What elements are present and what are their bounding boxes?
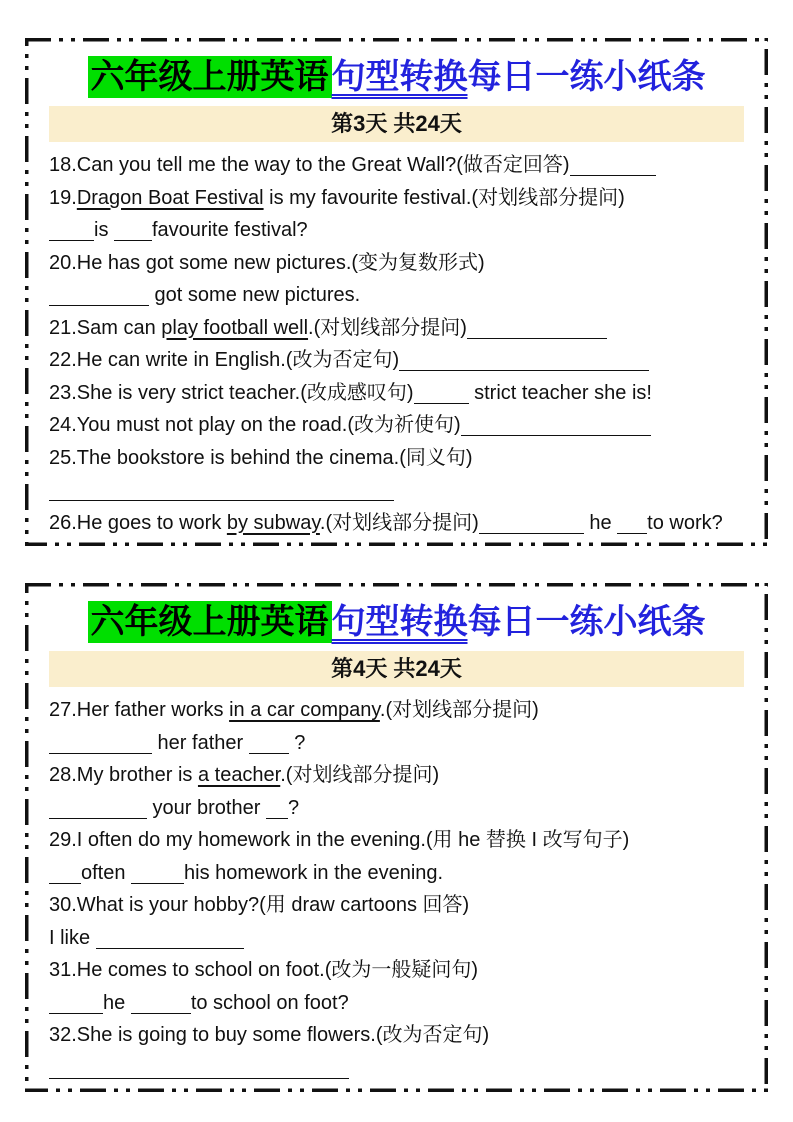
question-text: 18.Can you tell me the way to the Great Wall?(做否定回答) bbox=[49, 154, 570, 176]
question-line bbox=[49, 474, 744, 507]
answer-blank bbox=[479, 517, 584, 534]
question-text: is my favourite festival.(对划线部分提问) bbox=[263, 186, 625, 209]
question-list bbox=[49, 694, 744, 1084]
title-highlight: 六年级上册英语 bbox=[88, 56, 332, 98]
answer-blank bbox=[461, 419, 651, 436]
question-line bbox=[49, 694, 744, 727]
title-underlined: 句型转换 bbox=[331, 58, 468, 96]
answer-blank bbox=[249, 737, 289, 754]
underlined-phrase: Dragon Boat Festival bbox=[76, 186, 264, 209]
title-highlight: 六年级上册英语 bbox=[88, 601, 332, 643]
question-line bbox=[49, 279, 744, 312]
question-text: 29.I often do my homework in the evening.(用 he 替换 I 改写句子) bbox=[49, 829, 630, 851]
question-text: 32.She is going to buy some flowers.(改为否定句) bbox=[49, 1024, 490, 1046]
question-text: her father bbox=[152, 731, 249, 754]
question-line bbox=[49, 954, 744, 987]
question-text: your brother bbox=[147, 796, 266, 819]
question-text: .(对划线部分提问) bbox=[319, 511, 479, 534]
day-banner bbox=[49, 651, 744, 687]
question-text: 25.The bookstore is behind the cinema.(同义句) bbox=[49, 446, 473, 469]
underlined-phrase: a teacher bbox=[197, 764, 281, 786]
question-text: got some new pictures. bbox=[149, 284, 361, 306]
question-text: .(对划线部分提问) bbox=[379, 699, 539, 721]
question-line bbox=[49, 247, 744, 280]
answer-blank bbox=[49, 737, 152, 754]
question-text: 27.Her father works bbox=[49, 699, 230, 721]
question-text: ? bbox=[288, 731, 306, 754]
day-banner-text: 第4天 共24天 bbox=[331, 656, 462, 681]
question-line bbox=[49, 987, 744, 1020]
question-text: he bbox=[103, 991, 131, 1014]
underlined-phrase: by subway bbox=[226, 511, 320, 534]
card-title bbox=[49, 599, 744, 645]
answer-blank bbox=[266, 802, 288, 819]
answer-blank bbox=[96, 932, 244, 949]
answer-blank bbox=[49, 289, 149, 306]
question-text: .(对划线部分提问) bbox=[308, 316, 467, 339]
question-line bbox=[49, 1052, 744, 1085]
question-text: 28.My brother is bbox=[49, 764, 198, 786]
answer-blank bbox=[49, 867, 81, 884]
question-line bbox=[49, 182, 744, 215]
question-line bbox=[49, 727, 744, 760]
title-underlined: 句型转换 bbox=[331, 603, 468, 641]
question-text: ? bbox=[287, 796, 300, 819]
question-text: his homework in the evening. bbox=[184, 861, 444, 884]
question-text: 21.Sam can bbox=[49, 316, 162, 339]
answer-blank bbox=[49, 1062, 349, 1079]
card-title bbox=[49, 54, 744, 100]
answer-blank bbox=[49, 224, 94, 241]
answer-blank bbox=[131, 867, 184, 884]
underlined-phrase: play football well bbox=[161, 316, 309, 339]
question-line bbox=[49, 442, 744, 475]
question-text: 22.He can write in English.(改为否定句) bbox=[49, 349, 400, 371]
question-line bbox=[49, 1019, 744, 1052]
question-line bbox=[49, 312, 744, 345]
underlined-phrase: in a car company bbox=[229, 699, 380, 721]
question-text: 19. bbox=[49, 186, 77, 209]
question-text: often bbox=[81, 861, 132, 884]
question-line bbox=[49, 824, 744, 857]
question-text: 31.He comes to school on foot.(改为一般疑问句) bbox=[49, 959, 479, 981]
question-line bbox=[49, 214, 744, 247]
answer-blank bbox=[131, 997, 191, 1014]
question-text: 26.He goes to work bbox=[49, 511, 227, 534]
question-line bbox=[49, 792, 744, 825]
card-content bbox=[25, 583, 768, 1092]
question-line bbox=[49, 149, 744, 182]
question-text: 30.What is your hobby?(用 draw cartoons 回答) bbox=[49, 894, 470, 916]
question-text: 23.She is very strict teacher.(改成感叹句) bbox=[49, 381, 414, 404]
answer-blank bbox=[49, 484, 394, 501]
answer-blank bbox=[414, 387, 469, 404]
question-text: favourite festival? bbox=[152, 219, 308, 241]
question-text: I like bbox=[49, 926, 96, 949]
question-line bbox=[49, 377, 744, 410]
card-content bbox=[25, 38, 768, 546]
answer-blank bbox=[570, 159, 656, 176]
question-line bbox=[49, 507, 744, 540]
question-text: to school on foot? bbox=[190, 991, 349, 1014]
practice-card-day-3 bbox=[25, 38, 768, 546]
day-banner bbox=[49, 106, 744, 142]
practice-card-day-4 bbox=[25, 583, 768, 1092]
title-rest: 每日一练小纸条 bbox=[467, 58, 706, 96]
question-text: 24.You must not play on the road.(改为祈使句) bbox=[49, 414, 461, 436]
question-text: 20.He has got some new pictures.(变为复数形式) bbox=[49, 251, 485, 274]
question-text: strict teacher she is! bbox=[468, 381, 652, 404]
answer-blank bbox=[399, 354, 649, 371]
question-text: is bbox=[94, 219, 114, 241]
title-rest: 每日一练小纸条 bbox=[467, 603, 706, 641]
answer-blank bbox=[617, 517, 647, 534]
question-list bbox=[49, 149, 744, 539]
question-line bbox=[49, 344, 744, 377]
question-line bbox=[49, 857, 744, 890]
day-banner-text: 第3天 共24天 bbox=[331, 111, 462, 136]
question-line bbox=[49, 889, 744, 922]
question-line bbox=[49, 922, 744, 955]
answer-blank bbox=[114, 224, 152, 241]
answer-blank bbox=[49, 997, 103, 1014]
question-line bbox=[49, 759, 744, 792]
question-line bbox=[49, 409, 744, 442]
question-text: to work? bbox=[647, 511, 723, 534]
question-text: .(对划线部分提问) bbox=[280, 764, 440, 786]
answer-blank bbox=[467, 322, 607, 339]
answer-blank bbox=[49, 802, 147, 819]
question-text: he bbox=[583, 511, 618, 534]
